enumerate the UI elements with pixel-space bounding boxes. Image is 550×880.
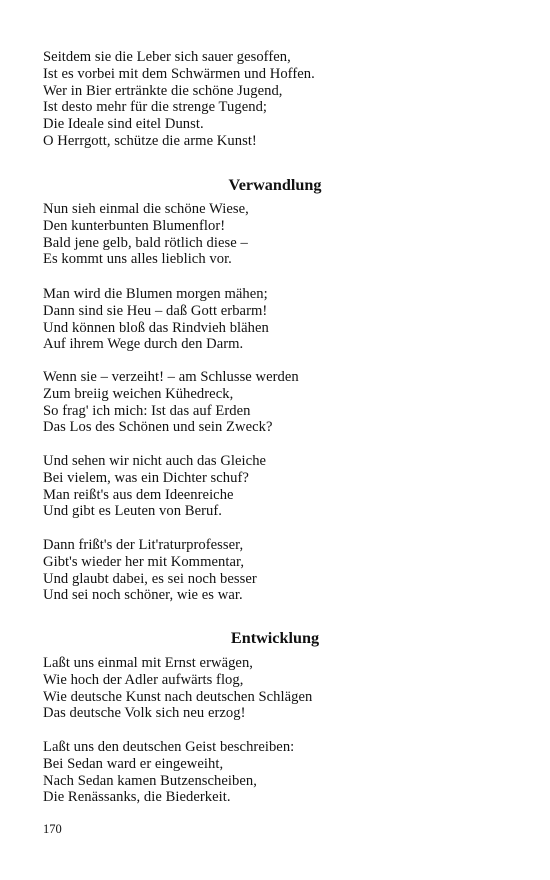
verse-line: Bei vielem, was ein Dichter schuf? [43,469,249,486]
stanza [43,655,513,722]
verse-line: Zum breiig weichen Kühedreck, [43,385,234,402]
stanza [43,201,513,268]
poem-title-entwicklung: Entwicklung [230,629,320,647]
verse-line: Das deutsche Volk sich neu erzog! [43,705,246,722]
stanza [43,286,513,353]
verse-line: Seitdem sie die Leber sich sauer gesoffen, [43,49,291,65]
verse-line: O Herrgott, schütze die arme Kunst! [43,132,257,149]
verse-line: Wer in Bier ertränkte die schöne Jugend, [43,82,283,99]
verse-line: Man reißt's aus dem Ideenreiche [43,486,234,503]
verse-line: Auf ihrem Wege durch den Darm. [43,336,244,353]
verse-line: Bald jene gelb, bald rötlich diese – [43,234,248,251]
verse-line: Die Renässanks, die Biederkeit. [43,789,231,806]
verse-line: Die Ideale sind eitel Dunst. [43,116,204,133]
verse-line: Man wird die Blumen morgen mähen; [43,286,268,302]
verse-line: Das Los des Schönen und sein Zweck? [43,419,273,436]
verse-line: Wenn sie – verzeiht! – am Schlusse werden [43,369,299,385]
verse-line: Wie deutsche Kunst nach deutschen Schlägen [43,688,313,705]
verse-line: Laßt uns einmal mit Ernst erwägen, [43,655,254,671]
verse-line: Ist desto mehr für die strenge Tugend; [43,99,268,116]
verse-line: Ist es vorbei mit dem Schwärmen und Hoffen. [43,65,315,82]
stanza [43,369,513,436]
verse-line: Und glaubt dabei, es sei noch besser [43,570,257,587]
poem-continuation-stanza [43,49,513,150]
verse-line: Dann frißt's der Lit'raturprofesser, [43,537,244,553]
verse-line: Nun sieh einmal die schöne Wiese, [43,201,249,217]
verse-line: Wie hoch der Adler aufwärts flog, [43,671,244,688]
verse-line: Es kommt uns alles lieblich vor. [43,251,232,268]
page-number: 170 [43,822,62,836]
verse-line: Laßt uns den deutschen Geist beschreiben: [43,739,295,755]
verse-line: Und sei noch schöner, wie es war. [43,587,243,604]
verse-line: Nach Sedan kamen Butzenscheiben, [43,772,257,789]
stanza [43,739,513,806]
verse-line: Und können bloß das Rindvieh blähen [43,319,269,336]
verse-line: So frag' ich mich: Ist das auf Erden [43,402,251,419]
stanza [43,537,513,604]
verse-line: Und gibt es Leuten von Beruf. [43,503,222,520]
stanza [43,453,513,520]
poem-title-verwandlung: Verwandlung [228,176,322,194]
verse-line: Und sehen wir nicht auch das Gleiche [43,453,267,469]
verse-line: Bei Sedan ward er eingeweiht, [43,755,224,772]
verse-line: Dann sind sie Heu – daß Gott erbarm! [43,302,268,319]
verse-line: Gibt's wieder her mit Kommentar, [43,553,245,570]
verse-line: Den kunterbunten Blumenflor! [43,217,226,234]
